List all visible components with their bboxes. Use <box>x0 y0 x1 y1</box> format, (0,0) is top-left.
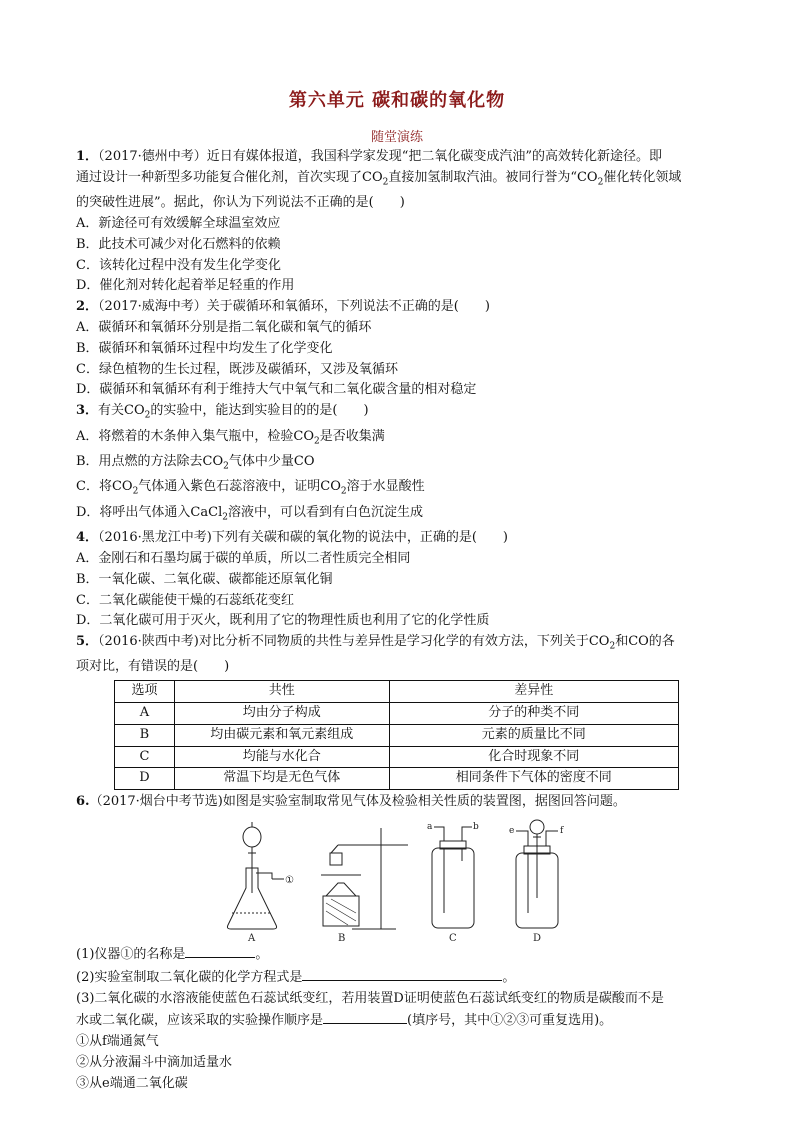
question-stem: （2016·黑龙江中考)下列有关碳和碳的氧化物的说法中，正确的是( ) <box>98 530 508 546</box>
apparatus-label-a: A <box>248 933 256 944</box>
question-number: 3． <box>76 403 99 419</box>
option-a: A．新途径可有效缓解全球温室效应 <box>76 215 281 231</box>
table-cell: 常温下均是无色气体 <box>174 768 389 790</box>
question-list <box>76 147 726 1095</box>
apparatus-mark-1: ① <box>285 875 294 887</box>
subscript: 2 <box>609 641 616 652</box>
answer-blank[interactable] <box>185 943 255 958</box>
question-1 <box>76 147 726 297</box>
option-d: D．二氧化碳可用于灭火，既利用了它的物理性质也利用了它的化学性质 <box>76 613 490 629</box>
table-header-row <box>115 681 679 703</box>
question-4 <box>76 528 726 632</box>
section-subtitle: 随堂演练 <box>370 130 423 145</box>
option-b: B．用点燃的方法除去$CO_2$气体中少量CO <box>76 453 315 472</box>
answer-blank[interactable] <box>323 1009 407 1024</box>
option-c: C．该转化过程中没有发生化学变化 <box>76 257 281 273</box>
sub-question-3-line-1: (3)二氧化碳的水溶液能使蓝色石蕊试纸变红，若用装置D证明使蓝色石蕊试纸变红的物质是碳酸而不是 <box>76 990 664 1006</box>
question-stem: 项对比，有错误的是( ) <box>76 659 230 675</box>
question-number: 4． <box>76 530 99 546</box>
option-c: C．绿色植物的生长过程，既涉及碳循环，又涉及氧循环 <box>76 361 398 377</box>
option-b: B．此技术可减少对化石燃料的依赖 <box>76 236 281 252</box>
table-cell: C <box>115 746 175 768</box>
question-3 <box>76 401 726 528</box>
option-d: D．碳循环和氧循环有利于维持大气中氧气和二氧化碳含量的相对稳定 <box>76 382 477 398</box>
question-number: 2． <box>76 299 99 315</box>
option-d: D．催化剂对转化起着举足轻重的作用 <box>76 278 295 294</box>
option-a: A．将燃着的木条伸入集气瓶中，检验$CO_2$是否收集满 <box>76 428 385 447</box>
subscript: 2 <box>382 177 389 188</box>
question-2 <box>76 297 726 401</box>
page-title: 第六单元 碳和碳的氧化物 <box>288 90 506 111</box>
table-row <box>115 768 679 790</box>
apparatus-label-b: B <box>338 933 346 944</box>
table-cell: 元素的质量比不同 <box>389 724 678 746</box>
question-stem: 直接加氢制取汽油。被同行誉为“CO <box>388 169 598 185</box>
apparatus-label-c: C <box>449 933 457 944</box>
table-cell: 相同条件下气体的密度不同 <box>389 768 678 790</box>
apparatus-a <box>227 822 284 929</box>
table-cell: 化合时现象不同 <box>389 746 678 768</box>
question-stem: 的实验中，能达到实验目的的是( ) <box>150 403 369 419</box>
option-d: D．将呼出气体通入CaCl$_2$溶液中，可以看到有白色沉淀生成 <box>76 504 423 523</box>
question-number: 5． <box>76 634 99 650</box>
sub-question-1: (1)仪器①的名称是 。 <box>76 943 726 966</box>
question-stem: （2017·威海中考）关于碳循环和氧循环，下列说法不正确的是( ) <box>98 299 490 315</box>
table-cell: A <box>115 703 175 725</box>
apparatus-d <box>516 820 558 928</box>
port-label-a: a <box>427 822 433 833</box>
port-label-f: f <box>560 826 564 837</box>
option-b: B．碳循环和氧循环过程中均发生了化学变化 <box>76 340 333 356</box>
question-stem: 和CO的各 <box>615 634 675 650</box>
sub-question-2: (2)实验室制取二氧化碳的化学方程式是 。 <box>76 966 726 989</box>
comparison-table <box>114 680 679 790</box>
table-cell: 均由分子构成 <box>174 703 389 725</box>
question-stem: （2016·陕西中考)对比分析不同物质的共性与差异性是学习化学的有效方法，下列关于CO <box>98 634 610 650</box>
port-label-b: b <box>473 822 479 833</box>
subscript: 2 <box>144 410 151 421</box>
question-stem: 通过设计一种新型多功能复合催化剂，首次实现了CO <box>76 169 383 185</box>
sub-question-3-line-2: 水或二氧化碳，应该采取的实验操作顺序是 (填序号，其中①②③可重复选用)。 <box>76 1009 726 1032</box>
table-header: 差异性 <box>389 681 678 703</box>
option-c: C．二氧化碳能使干燥的石蕊纸花变红 <box>76 592 294 608</box>
step-1: ①从f端通氮气 <box>76 1034 159 1050</box>
apparatus-label-d: D <box>533 933 542 944</box>
question-stem: （2017·德州中考）近日有媒体报道，我国科学家发现“把二氧化碳变成汽油”的高效转化新途径。即 <box>98 149 663 164</box>
table-cell: B <box>115 724 175 746</box>
question-stem: 催化转化领域 <box>603 169 682 185</box>
apparatus-figure <box>76 813 726 943</box>
apparatus-diagram <box>76 813 726 943</box>
option-b: B．一氧化碳、二氧化碳、碳都能还原氧化铜 <box>76 571 333 587</box>
step-3: ③从e端通二氧化碳 <box>76 1075 188 1091</box>
question-5 <box>76 632 726 790</box>
table-cell: 均能与水化合 <box>174 746 389 768</box>
table-row <box>115 724 679 746</box>
apparatus-c <box>432 827 474 928</box>
question-6 <box>76 792 726 1094</box>
question-number: 1． <box>76 149 99 164</box>
subscript: 2 <box>597 177 604 188</box>
table-row <box>115 746 679 768</box>
table-header: 选项 <box>115 681 175 703</box>
question-number: 6. <box>76 794 90 810</box>
option-a: A．碳循环和氧循环分别是指二氧化碳和氧气的循环 <box>76 319 372 335</box>
table-header: 共性 <box>174 681 389 703</box>
step-2: ②从分液漏斗中滴加适量水 <box>76 1055 233 1071</box>
question-stem: 的突破性进展”。据此，你认为下列说法不正确的是( ) <box>76 195 405 211</box>
table-row <box>115 703 679 725</box>
apparatus-b <box>321 828 408 929</box>
port-label-e: e <box>509 826 515 837</box>
question-stem: 有关CO <box>98 403 145 419</box>
option-c: C．将$CO_2$气体通入紫色石蕊溶液中，证明$CO_2$溶于水显酸性 <box>76 479 425 497</box>
table-cell: 分子的种类不同 <box>389 703 678 725</box>
table-cell: 均由碳元素和氧元素组成 <box>174 724 389 746</box>
option-a: A．金刚石和石墨均属于碳的单质，所以二者性质完全相同 <box>76 550 411 566</box>
table-cell: D <box>115 768 175 790</box>
answer-blank[interactable] <box>302 966 502 981</box>
question-stem: （2017·烟台中考节选)如图是实验室制取常见气体及检验相关性质的装置图，据图回答问题。 <box>89 794 626 810</box>
